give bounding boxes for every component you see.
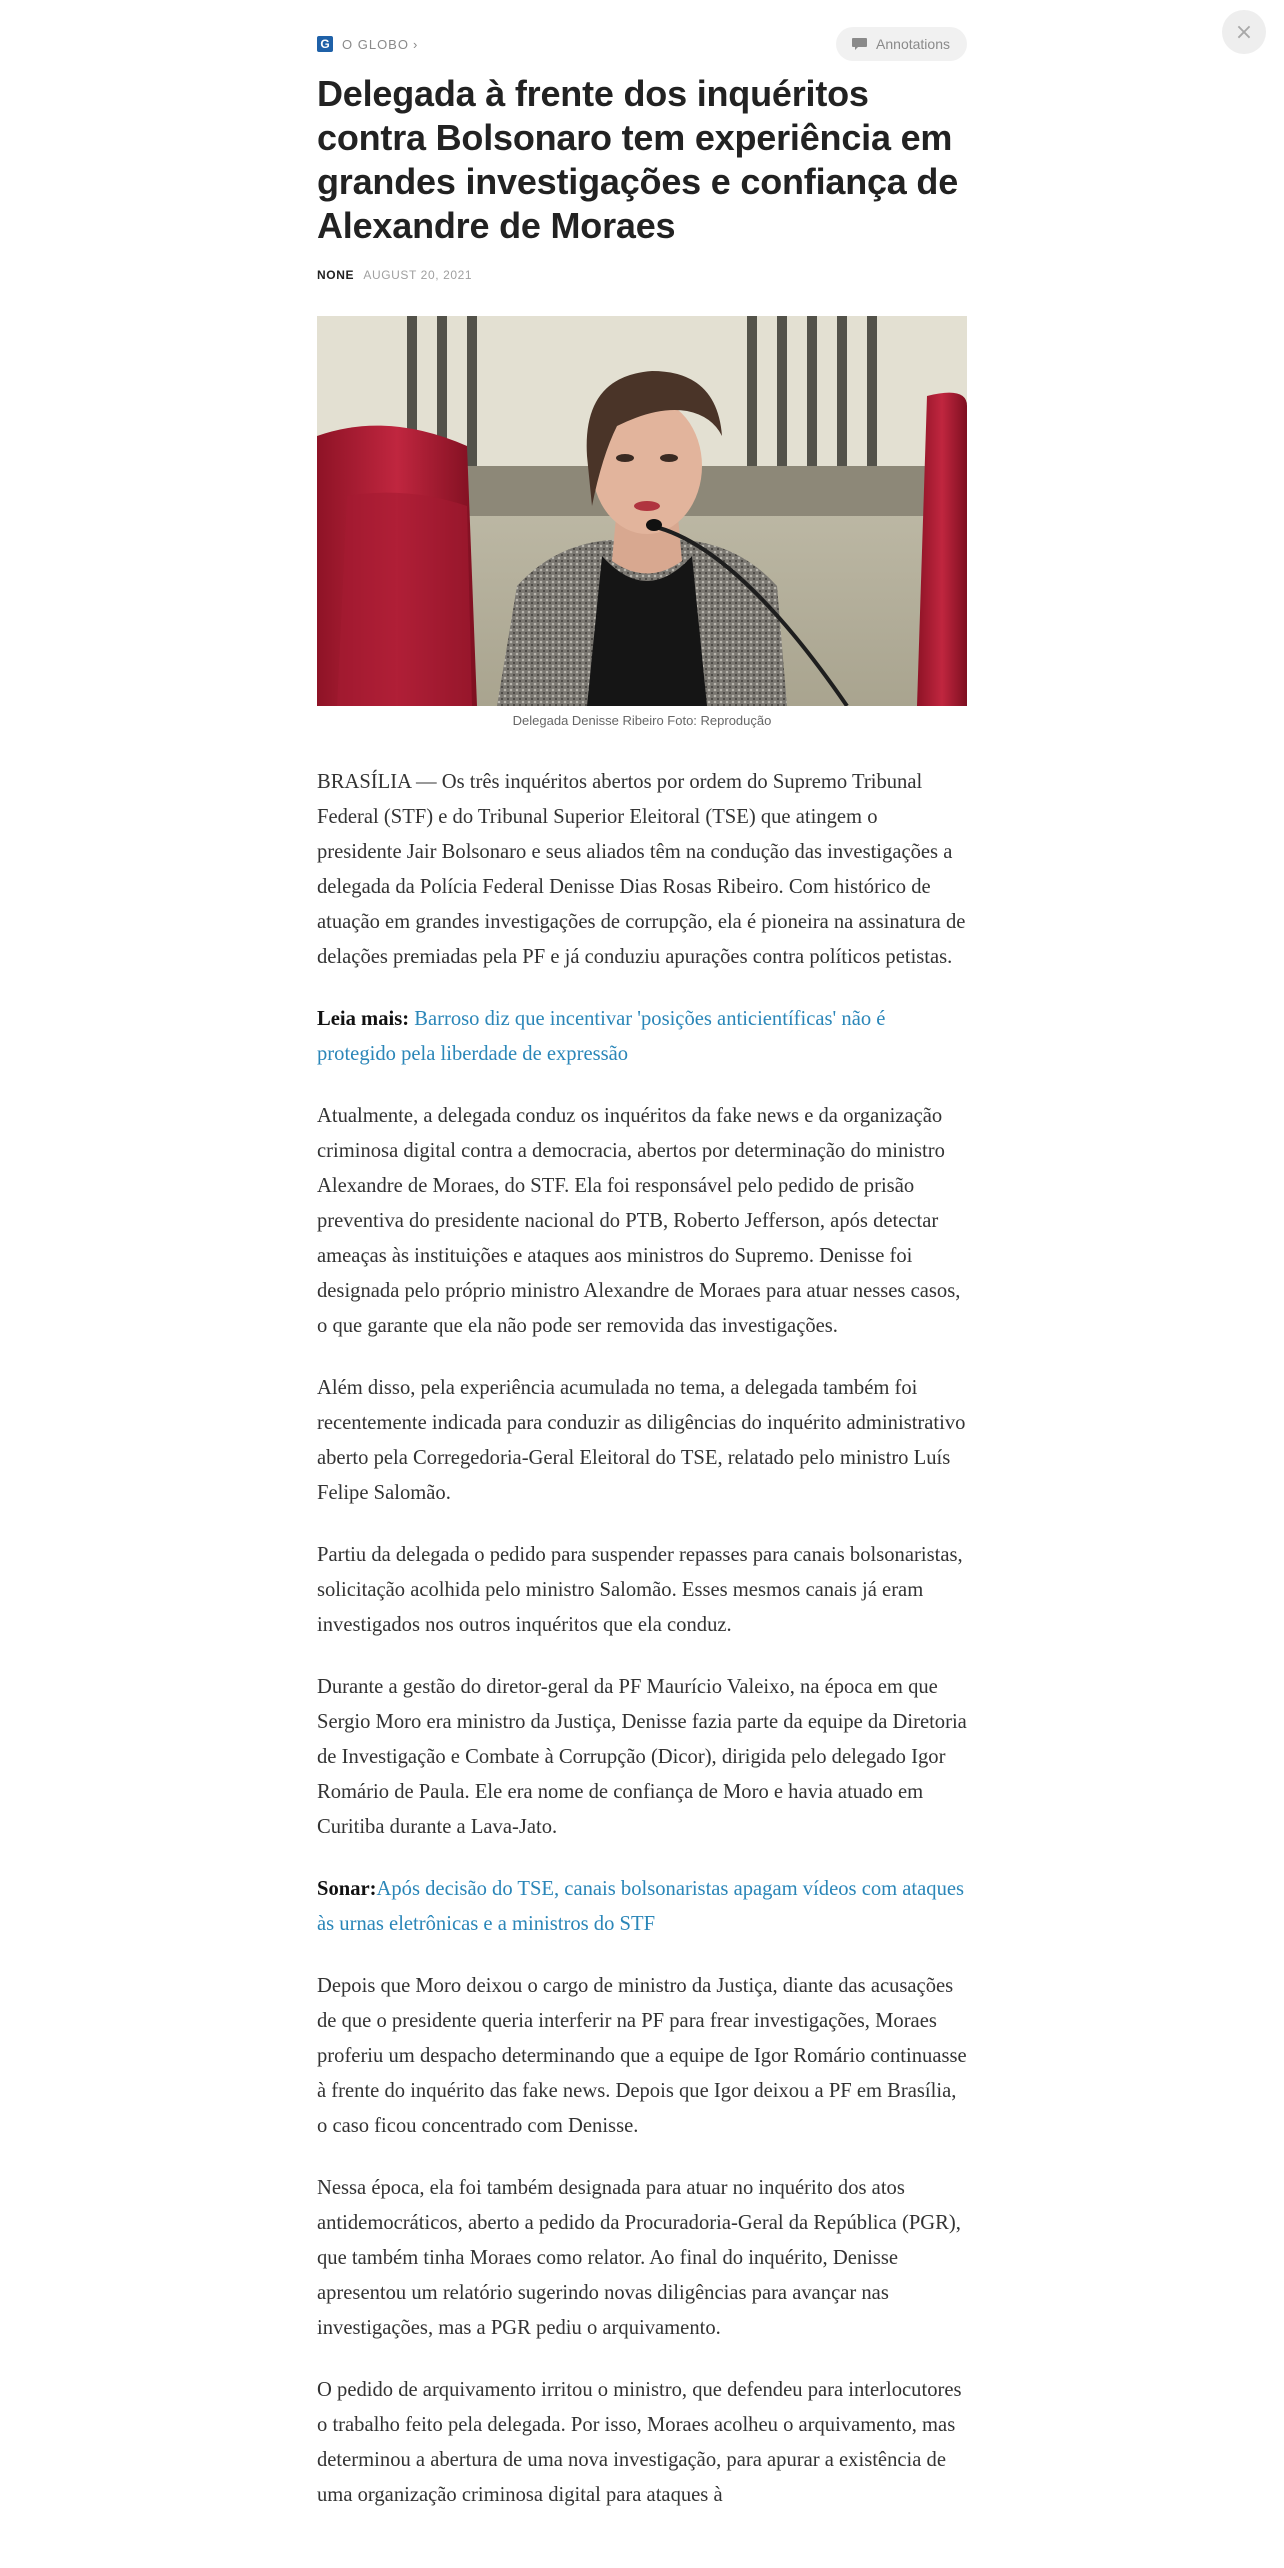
publish-date: AUGUST 20, 2021 (363, 268, 473, 282)
paragraph: Partiu da delegada o pedido para suspender repasses para canais bolsonaristas, solicitação acolhida pelo ministro Salomão. Esses mesmos canais já eram investigados nos outros inquéritos que ela conduz. (317, 1544, 963, 1636)
article-title: Delegada à frente dos inquéritos contra Bolsonaro tem experiência em grandes investigações e confiança de Alexandre de Moraes (317, 73, 959, 246)
annotations-button[interactable] (836, 27, 967, 61)
paragraph: Nessa época, ela foi também designada para atuar no inquérito dos atos antidemocráticos, aberto a pedido da Procuradoria-Geral da República (PGR), que também tinha Moraes como relator. Ao final do inquérito, Denisse apresentou um relatório sugerindo novas diligências para avançar nas investigações, mas a PGR pediu o arquivamento. (317, 2177, 961, 2339)
close-button[interactable] (1222, 10, 1266, 54)
comment-icon (852, 38, 867, 50)
article-header (317, 0, 967, 88)
article-photo (317, 316, 967, 706)
paragraph: Atualmente, a delegada conduz os inquéritos da fake news e da organização criminosa digital contra a democracia, abertos por determinação do ministro Alexandre de Moraes, do STF. Ela foi responsável pelo pedido de prisão preventiva do presidente nacional do PTB, Roberto Jefferson, após detectar ameaças às instituições e ataques aos ministros do Supremo. Denisse foi designada pelo próprio ministro Alexandre de Moraes para atuar nesses casos, o que garante que ela não pode ser removida das investigações. (317, 1105, 961, 1337)
close-icon[interactable]: × (1234, 19, 1254, 45)
source-logo-icon: G (317, 36, 333, 52)
related-link-block (317, 1872, 967, 1942)
related-article-link[interactable]: Barroso diz que incentivar 'posições anticientíficas' não é protegido pela liberdade de expressão (317, 1008, 886, 1065)
paragraph: Depois que Moro deixou o cargo de ministro da Justiça, diante das acusações de que o presidente queria interferir na PF para frear investigações, Moraes proferiu um despacho determinando que a equipe de Igor Romário continuasse à frente do inquérito das fake news. Depois que Igor deixou a PF em Brasília, o caso ficou concentrado com Denisse. (317, 1975, 967, 2137)
byline (317, 268, 967, 282)
photo-illustration (317, 316, 967, 706)
author-name: NONE (317, 268, 355, 282)
related-label: Sonar: (317, 1878, 377, 1900)
related-link-block (317, 1002, 967, 1072)
paragraph: O pedido de arquivamento irritou o ministro, que defendeu para interlocutores o trabalho feito pela delegada. Por isso, Moraes acolheu o arquivamento, mas determinou a abertura de uma nova investigação, para apurar a existência de uma organização criminosa digital para ataques à (317, 2379, 962, 2506)
paragraph: Durante a gestão do diretor-geral da PF Maurício Valeixo, na época em que Sergio Moro era ministro da Justiça, Denisse fazia parte da equipe da Diretoria de Investigação e Combate à Corrupção (Dicor), dirigida pelo delegado Igor Romário de Paula. Ele era nome de confiança de Moro e havia atuado em Curitiba durante a Lava-Jato. (317, 1676, 967, 1838)
source-name[interactable]: O GLOBO (342, 36, 409, 52)
chevron-right-icon: › (412, 36, 419, 52)
paragraph: BRASÍLIA — Os três inquéritos abertos por ordem do Supremo Tribunal Federal (STF) e do Tribunal Superior Eleitoral (TSE) que atingem o presidente Jair Bolsonaro e seus aliados têm na condução das investigações a delegada da Polícia Federal Denisse Dias Rosas Ribeiro. Com histórico de atuação em grandes investigações de corrupção, ela é pioneira na assinatura de delações premiadas pela PF e já conduziu apurações contra políticos petistas. (317, 771, 966, 968)
annotations-label[interactable]: Annotations (876, 36, 950, 52)
image-caption: Delegada Denisse Ribeiro Foto: Reprodução (512, 713, 772, 728)
source-link[interactable] (317, 36, 418, 52)
article-body (317, 765, 967, 2513)
paragraph: Além disso, pela experiência acumulada no tema, a delegada também foi recentemente indicada para conduzir as diligências do inquérito administrativo aberto pela Corregedoria-Geral Eleitoral do TSE, relatado pelo ministro Luís Felipe Salomão. (317, 1377, 966, 1504)
related-label: Leia mais: (317, 1008, 410, 1030)
related-article-link[interactable]: Após decisão do TSE, canais bolsonaristas apagam vídeos com ataques às urnas eletrônicas e a ministros do STF (317, 1878, 965, 1935)
article (317, 0, 967, 2540)
article-figure (317, 316, 967, 728)
